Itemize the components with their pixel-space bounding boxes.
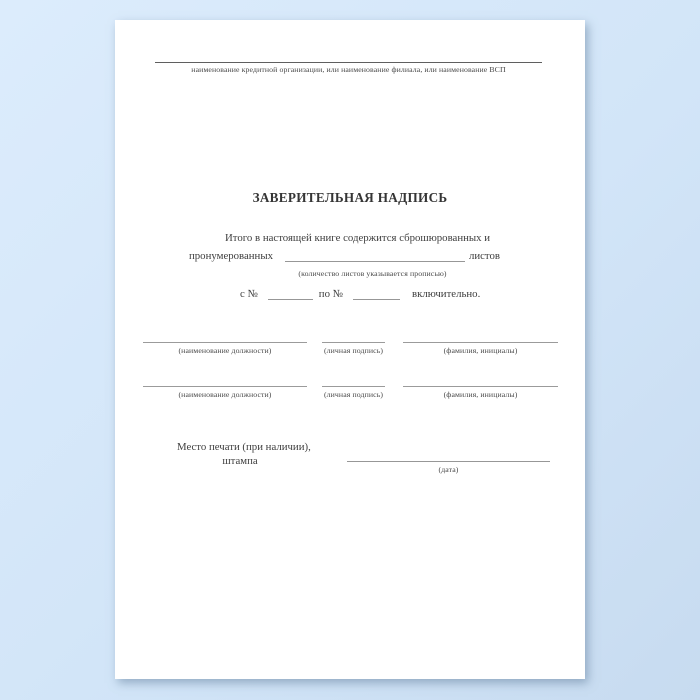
signature-row <box>143 342 558 355</box>
position-label: (наименование должности) <box>178 346 272 355</box>
position-label: (наименование должности) <box>178 390 272 399</box>
name-initials-label: (фамилия, инициалы) <box>443 346 518 355</box>
numbers-row <box>240 287 480 300</box>
personal-signature-line <box>322 386 385 399</box>
position-signature-line <box>143 386 307 399</box>
stamp-place-line2: штампа <box>222 455 258 467</box>
signature-row <box>143 386 558 399</box>
date-label: (дата) <box>438 465 459 474</box>
position-signature-line <box>143 342 307 355</box>
date-fill-line <box>347 461 550 462</box>
name-initials-label: (фамилия, инициалы) <box>443 390 518 399</box>
name-signature-line <box>403 386 558 399</box>
stamp-place-note <box>177 440 427 468</box>
personal-signature-label: (личная подпись) <box>323 346 384 355</box>
from-number-label: с № <box>240 288 258 300</box>
body-line2 <box>189 249 500 262</box>
to-number-label: по № <box>318 288 343 300</box>
from-number-fill-line <box>268 287 313 300</box>
body-line2-suffix: листов <box>468 250 500 262</box>
personal-signature-line <box>322 342 385 355</box>
personal-signature-label: (личная подпись) <box>323 390 384 399</box>
document-page <box>115 20 585 679</box>
org-name-fill-line <box>155 62 542 63</box>
stamp-place-line1: Место печати (при наличии), <box>177 441 311 453</box>
sheets-count-fill-line <box>285 249 465 262</box>
body-line2-prefix: пронумерованных <box>189 250 273 262</box>
inclusive-label: включительно. <box>411 288 481 300</box>
document-title: ЗАВЕРИТЕЛЬНАЯ НАДПИСЬ <box>252 190 448 205</box>
sheets-count-caption: (количество листов указывается прописью) <box>298 269 447 278</box>
to-number-fill-line <box>353 287 400 300</box>
body-line1: Итого в настоящей книге содержится сброшюрованных и <box>225 232 491 244</box>
name-signature-line <box>403 342 558 355</box>
org-name-caption: наименование кредитной организации, или наименование филиала, или наименование ВСП <box>191 65 506 74</box>
